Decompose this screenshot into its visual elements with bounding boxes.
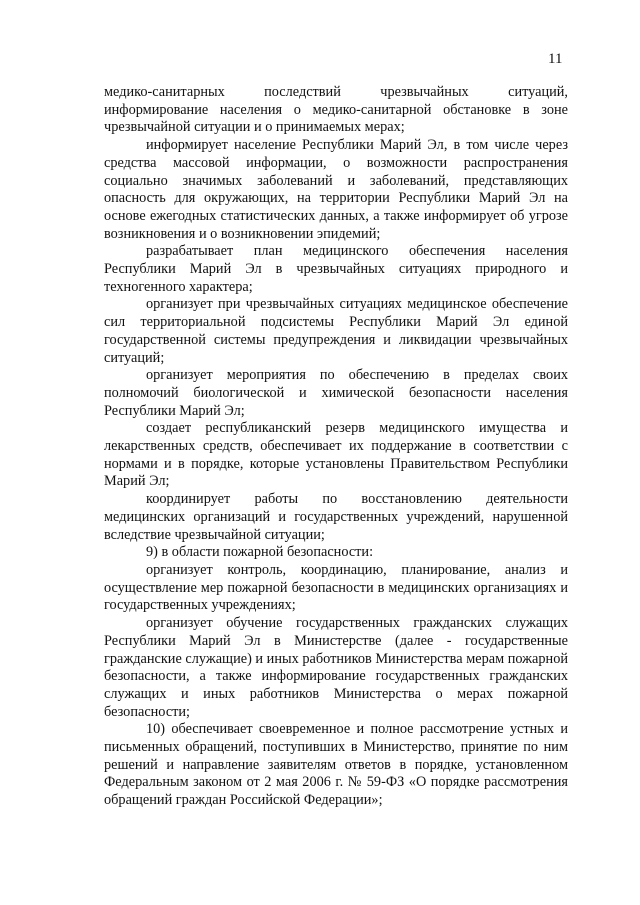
section-heading: 9) в области пожарной безопасности:: [146, 544, 374, 561]
paragraph: медико-санитарных последствий чрезвычайных ситуаций, информирование населения о медико-санитарной обстановке в зоне чрезвычайной ситуации и о принимаемых мерах;: [104, 84, 568, 136]
page-number: 11: [548, 51, 563, 67]
paragraph: создает республиканский резерв медицинского имущества и лекарственных средств, обеспечивает их поддержание в соответствии с нормами и в порядке, которые установлены Правительством Республики Марий Эл;: [104, 420, 568, 490]
paragraph: разрабатывает план медицинского обеспечения населения Республики Марий Эл в чрезвычайных ситуациях природного и техногенного характера;: [104, 243, 568, 295]
paragraph: организует контроль, координацию, планирование, анализ и осуществление мер пожарной безопасности в медицинских организациях и государственных учреждениях;: [104, 561, 568, 614]
document-body: [104, 84, 568, 810]
paragraph: 10) обеспечивает своевременное и полное рассмотрение устных и письменных обращений, поступивших в Министерство, принятие по ним решений и направление заявителям ответов в порядке, установленном Федеральным законом от 2 мая 2006 г. № 59-ФЗ «О порядке рассмотрения обращений граждан Российской Федерации»;: [104, 721, 568, 809]
paragraph: организует при чрезвычайных ситуациях медицинское обеспечение сил территориальной подсистемы Республики Марий Эл единой государственной системы предупреждения и ликвидации чрезвычайных ситуаций;: [104, 296, 568, 366]
paragraph: информирует население Республики Марий Эл, в том числе через средства массовой информации, о возможности распространения социально значимых заболеваний и заболеваний, представляющих опасность для окружающих, на территории Республики Марий Эл на основе ежегодных статистических данных, а также информирует об угрозе возникновения и о возникновении эпидемий;: [104, 137, 568, 242]
paragraph: организует мероприятия по обеспечению в пределах своих полномочий биологической и химической безопасности населения Республики Марий Эл;: [104, 367, 568, 419]
paragraph: организует обучение государственных гражданских служащих Республики Марий Эл в Министерстве (далее - государственные гражданские служащие) и иных работников Министерства мерам пожарной безопасности, а также информирование государственных гражданских служащих и иных работников Министерства о мерах пожарной безопасности;: [104, 615, 568, 720]
paragraph: координирует работы по восстановлению деятельности медицинских организаций и государственных учреждений, нарушенной вследствие чрезвычайной ситуации;: [104, 491, 568, 543]
